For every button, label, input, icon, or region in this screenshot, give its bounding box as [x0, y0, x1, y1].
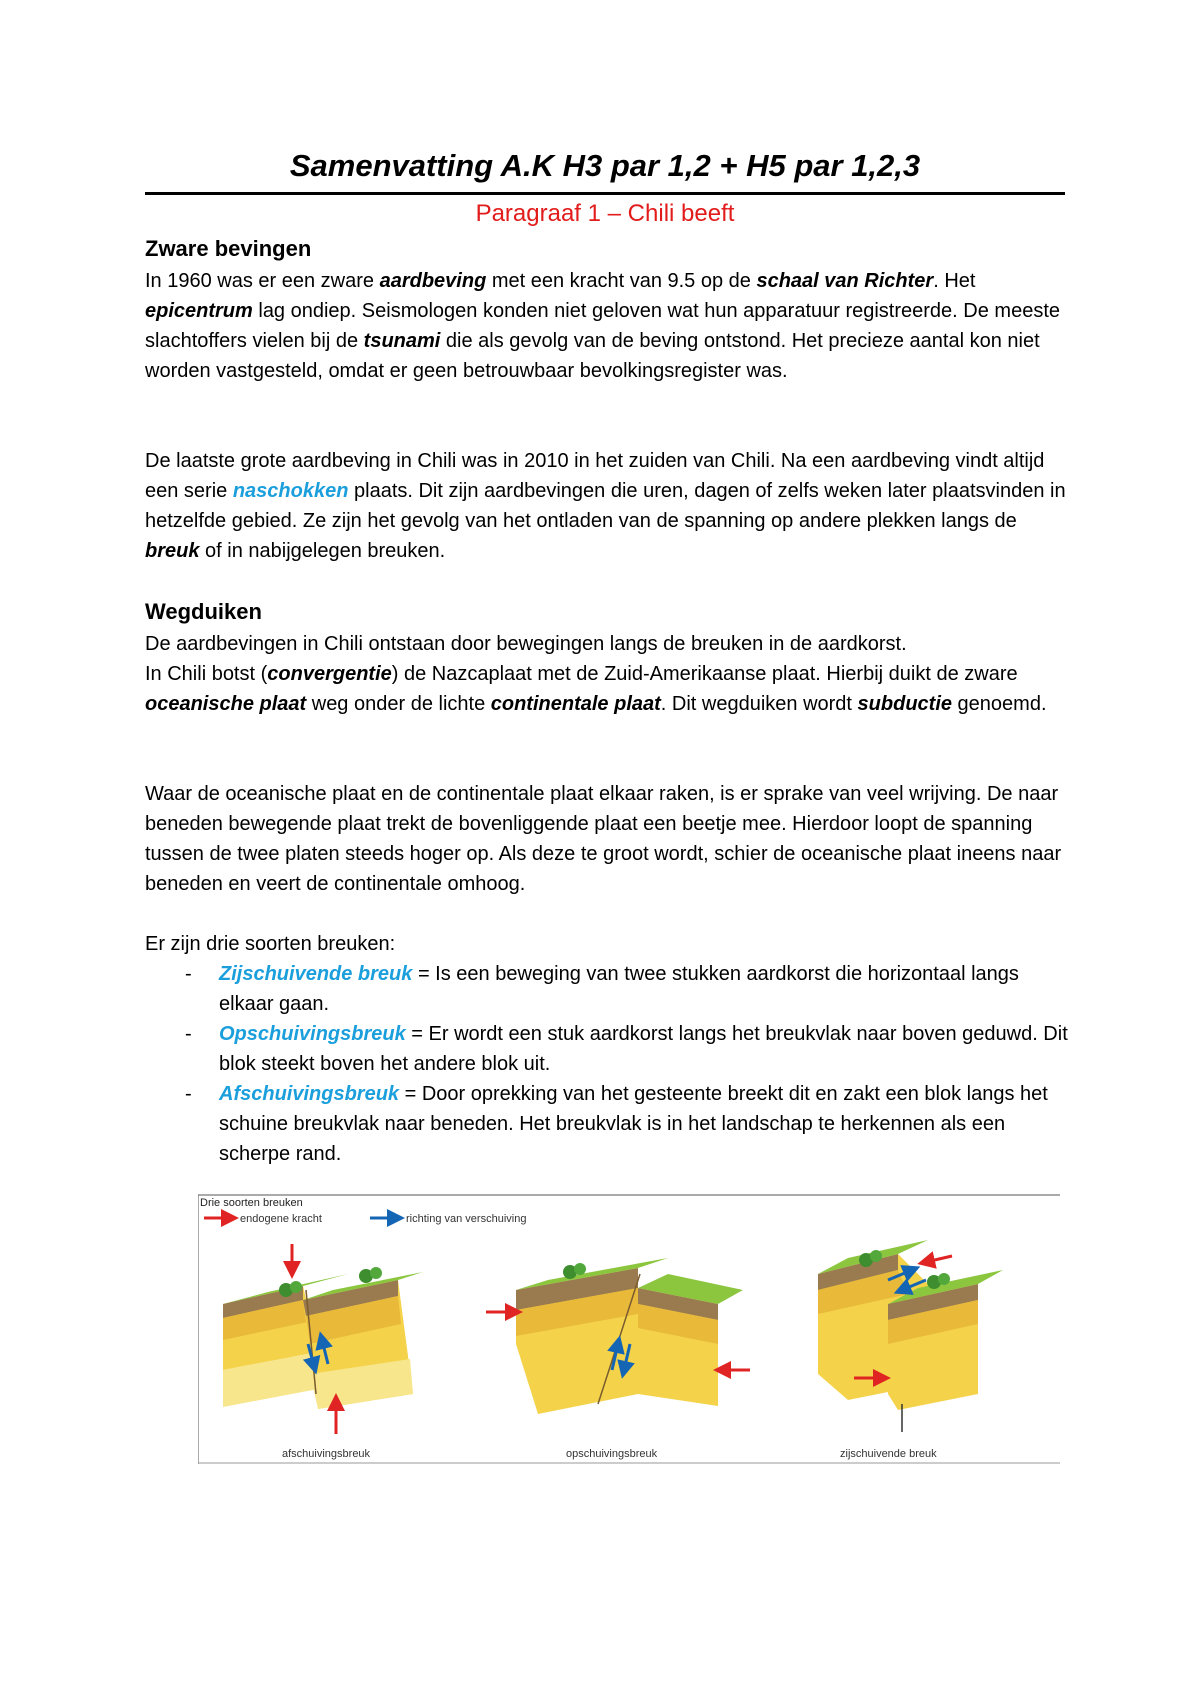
keyword-naschokken: naschokken	[232, 480, 349, 502]
term-zijschuivende-breuk: Zijschuivende breuk	[219, 963, 413, 985]
paragraph-zware-1: In 1960 was er een zware aardbeving met een kracht van 9.5 op de schaal van Richter. Het epicentrum lag ondiep. Seismologen konden niet geloven wat hun apparatuur registreerde. De meeste slachtoffers vielen bij de tsunami die als gevolg van de beving ontstond. Het precieze aantal kon niet worden vastgesteld, omdat er geen betrouwbaar bevolkingsregister was.	[145, 270, 1060, 382]
paragraph-breuken-intro: Er zijn drie soorten breuken:	[145, 933, 396, 955]
heading-zware-bevingen: Zware bevingen	[145, 236, 312, 261]
list-item: - Afschuivingsbreuk = Door oprekking van het gesteente breekt dit en zakt een blok langs het schuine breukvlak naar beneden. Het breukvlak is in het landschap te herkennen als een scherpe rand.	[145, 1079, 1070, 1169]
block-afschuivingsbreuk	[223, 1244, 423, 1434]
term-afschuivingsbreuk: Afschuivingsbreuk	[219, 1083, 400, 1105]
list-dash: -	[185, 1023, 192, 1045]
paragraph-wegduiken-2: Waar de oceanische plaat en de continentale plaat elkaar raken, is er sprake van veel wrijving. De naar beneden bewegende plaat trekt de bovenliggende plaat een beetje mee. Hierdoor loopt de spanning tussen de twee platen steeds hoger op. Als deze te groot wordt, schier de oceanische plaat ineens naar beneden en veert de continentale omhoog.	[145, 783, 1062, 895]
list-dash: -	[185, 1083, 192, 1105]
keyword-schaal-van-richter: schaal van Richter	[756, 270, 934, 292]
keyword-epicentrum: epicentrum	[145, 300, 253, 322]
list-item: - Zijschuivende breuk = Is een beweging van twee stukken aardkorst die horizontaal langs elkaar gaan.	[145, 959, 1070, 1019]
keyword-convergentie: convergentie	[267, 663, 392, 685]
legend-blue-label: richting van verschuiving	[406, 1213, 527, 1225]
breuken-list	[145, 959, 1070, 1169]
heading-wegduiken: Wegduiken	[145, 599, 262, 624]
keyword-subductie: subductie	[857, 693, 952, 715]
paragraph-wegduiken-1: De aardbevingen in Chili ontstaan door bewegingen langs de breuken in de aardkorst. In Chili botst (convergentie) de Nazcaplaat met de Zuid-Amerikaanse plaat. Hierbij duikt de zware oceanische plaat weg onder de lichte continentale plaat. Dit wegduiken wordt subductie genoemd.	[145, 633, 1047, 715]
keyword-tsunami: tsunami	[363, 330, 441, 352]
section-title: Paragraaf 1 – Chili beeft	[475, 200, 735, 227]
keyword-aardbeving: aardbeving	[379, 270, 487, 292]
title-underline	[145, 192, 1065, 195]
caption-afschuivingsbreuk: afschuivingsbreuk	[282, 1448, 371, 1460]
block-opschuivingsbreuk	[486, 1258, 750, 1414]
figure-title: Drie soorten breuken	[200, 1197, 303, 1209]
keyword-continentale-plaat: continentale plaat	[490, 693, 661, 715]
list-item: - Opschuivingsbreuk = Er wordt een stuk aardkorst langs het breukvlak naar boven geduwd. Dit blok steekt boven het andere blok uit.	[145, 1019, 1070, 1079]
document-title: Samenvatting A.K H3 par 1,2 + H5 par 1,2,3	[289, 148, 921, 183]
list-dash: -	[185, 963, 192, 985]
caption-opschuivingsbreuk: opschuivingsbreuk	[566, 1448, 658, 1460]
keyword-oceanische-plaat: oceanische plaat	[145, 693, 307, 715]
paragraph-zware-2: De laatste grote aardbeving in Chili was in 2010 in het zuiden van Chili. Na een aardbeving vindt altijd een serie naschokken plaats. Dit zijn aardbevingen die uren, dagen of zelfs weken later plaatsvinden in hetzelfde gebied. Ze zijn het gevolg van het ontladen van de spanning op andere plekken langs de breuk of in nabijgelegen breuken.	[145, 450, 1066, 562]
term-opschuivingsbreuk: Opschuivingsbreuk	[219, 1023, 406, 1045]
legend-red-label: endogene kracht	[240, 1213, 322, 1225]
fault-types-figure	[198, 1194, 1060, 1464]
keyword-breuk: breuk	[145, 540, 200, 562]
caption-zijschuivende-breuk: zijschuivende breuk	[840, 1448, 937, 1460]
block-zijschuivende-breuk	[818, 1240, 1003, 1432]
